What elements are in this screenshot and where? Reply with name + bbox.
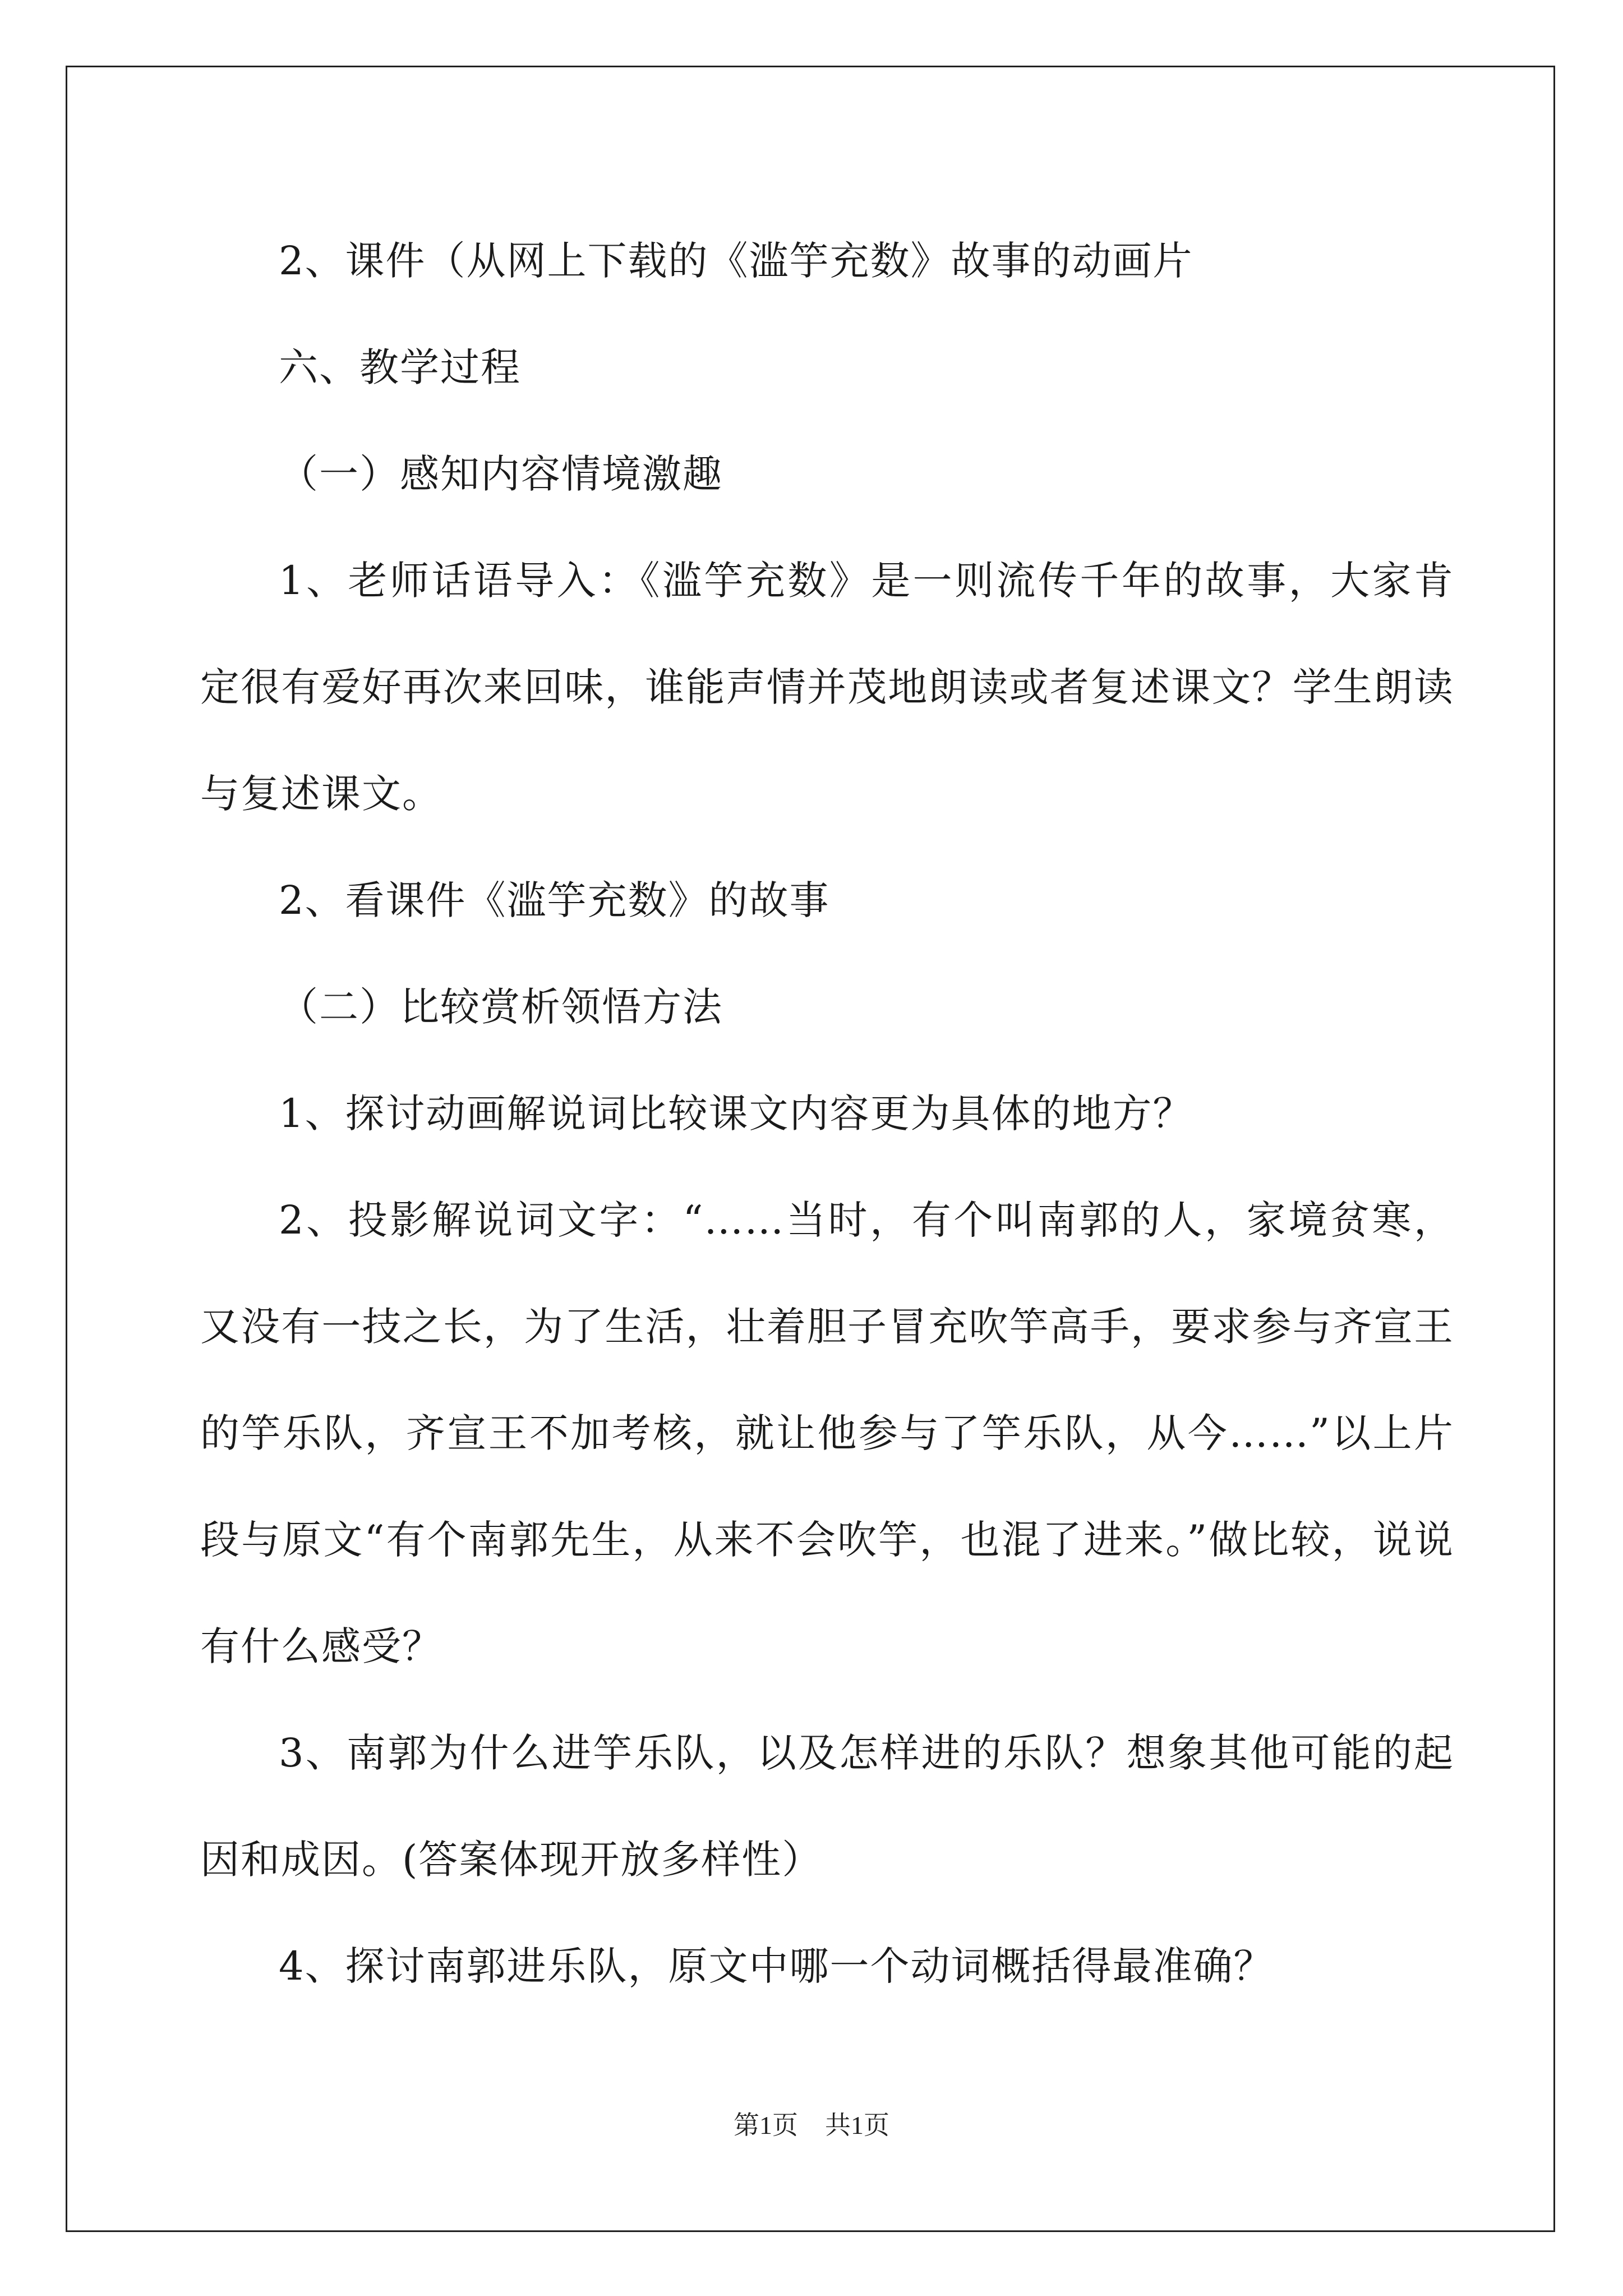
section-heading-teaching-process: 六、教学过程	[279, 344, 521, 390]
paragraph-discuss-animation: 1、探讨动画解说词比较课文内容更为具体的地方？	[279, 1091, 1193, 1137]
paragraph-teacher-intro: 1、老师话语导入：《滥竽充数》是一则流传千年的故事，大家肯定很有爱好再次来回味，谁能声情并茂地朗读或者复述课文？学生朗读与复述课文。	[200, 558, 1454, 817]
paragraph-projection-text: 2、投影解说词文字：“……当时，有个叫南郭的人，家境贫寒，又没有一技之长，为了生活，壮着胆子冒充吹竽高手，要求参与齐宣王的竽乐队，齐宣王不加考核，就让他参与了竽乐队，从今……”以上片段与原文“有个南郭先生，从来不会吹竽，也混了进来。”做比较，说说有什么感受？	[200, 1197, 1454, 1669]
page-number-total: 共1页	[825, 2111, 889, 2139]
paragraph-verb-question: 4、探讨南郭进乐队，原文中哪一个动词概括得最准确？	[279, 1943, 1274, 1989]
paragraph-why-join-band: 3、南郭为什么进竽乐队，以及怎样进的乐队？想象其他可能的起因和成因。(答案体现开放多样性）	[200, 1730, 1454, 1883]
page-footer	[0, 2105, 1623, 2142]
subsection-heading-2: （二）比较赏析领悟方法	[279, 984, 723, 1030]
paragraph-watch-courseware: 2、看课件《滥竽充数》的故事	[279, 877, 830, 923]
paragraph-courseware: 2、课件（从网上下载的《滥竽充数》故事的动画片	[279, 238, 1193, 284]
subsection-heading-1: （一）感知内容情境激趣	[279, 451, 723, 497]
document-body	[200, 208, 1454, 2019]
page-number-current: 第1页	[734, 2111, 798, 2139]
